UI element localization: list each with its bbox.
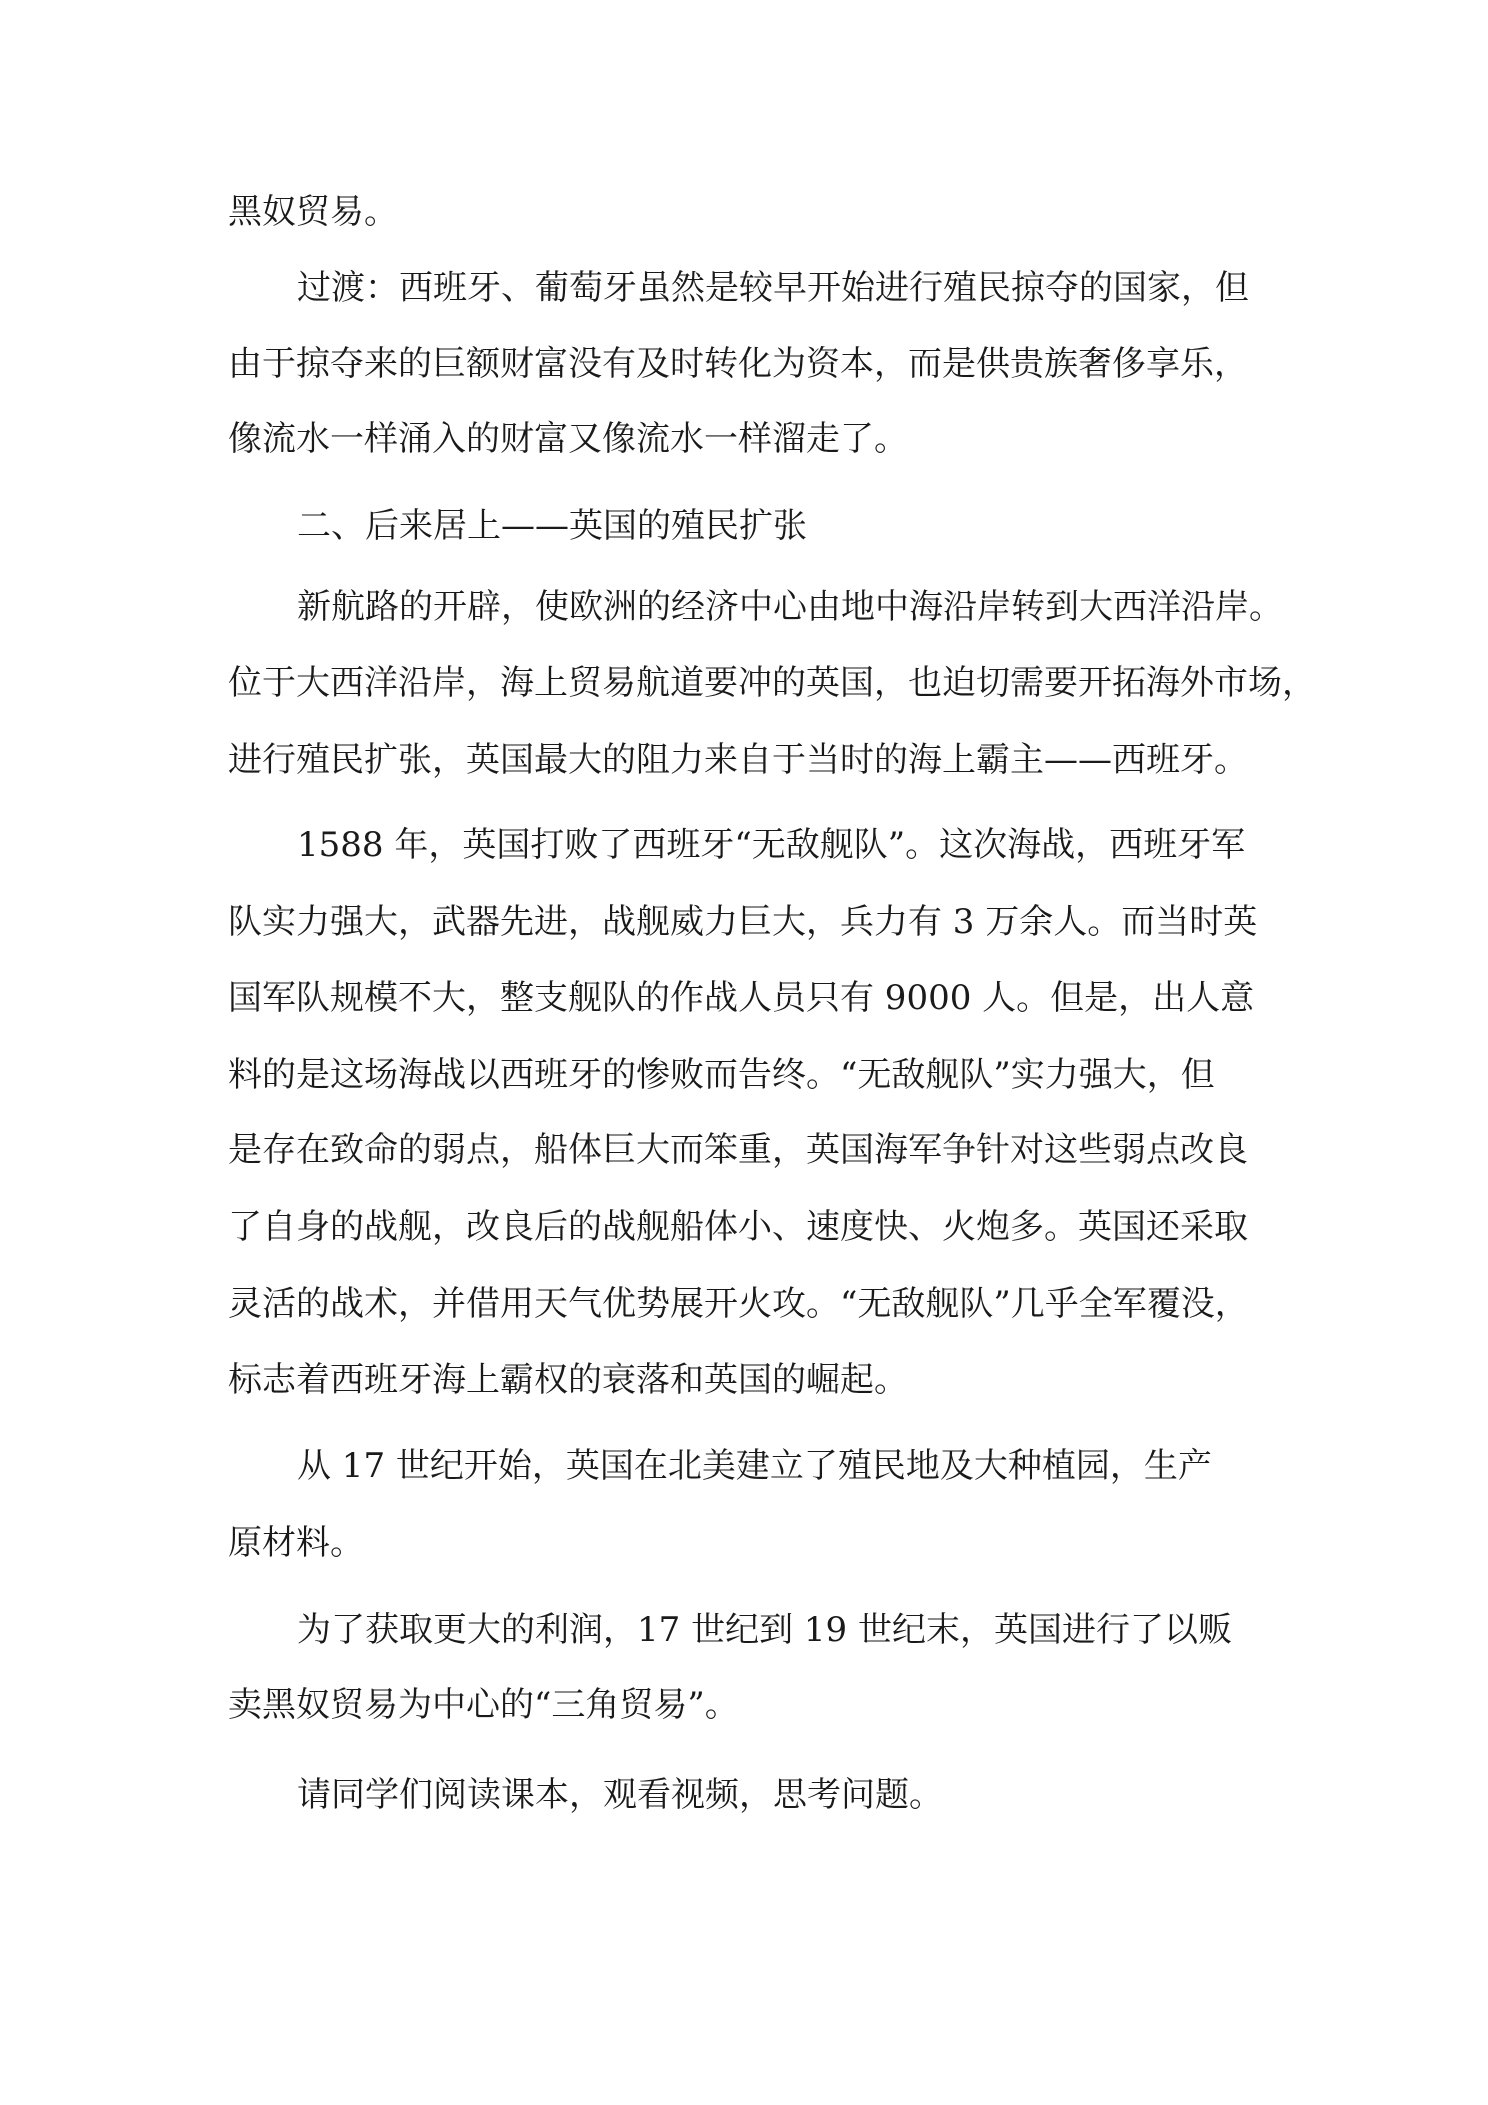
text-line: 从 17 世纪开始，英国在北美建立了殖民地及大种植园，生产 <box>297 1446 1212 1486</box>
text-line: 队实力强大，武器先进，战舰威力巨大，兵力有 3 万余人。而当时英 <box>228 902 1258 942</box>
text-line: 请同学们阅读课本，观看视频，思考问题。 <box>297 1775 943 1815</box>
section-heading: 二、后来居上——英国的殖民扩张 <box>297 506 807 546</box>
text-line: 是存在致命的弱点，船体巨大而笨重，英国海军争针对这些弱点改良 <box>228 1130 1248 1170</box>
text-line: 原材料。 <box>228 1523 364 1563</box>
text-line: 灵活的战术，并借用天气优势展开火攻。“无敌舰队”几乎全军覆没， <box>228 1284 1249 1324</box>
text-line: 国军队规模不大，整支舰队的作战人员只有 9000 人。但是，出人意 <box>228 978 1255 1018</box>
text-line: 黑奴贸易。 <box>228 192 398 232</box>
text-line: 标志着西班牙海上霸权的衰落和英国的崛起。 <box>228 1360 908 1400</box>
text-line: 了自身的战舰，改良后的战舰船体小、速度快、火炮多。英国还采取 <box>228 1207 1248 1247</box>
text-line: 像流水一样涌入的财富又像流水一样溜走了。 <box>228 419 908 459</box>
text-line: 进行殖民扩张，英国最大的阻力来自于当时的海上霸主——西班牙。 <box>228 740 1248 780</box>
text-line: 由于掠夺来的巨额财富没有及时转化为资本，而是供贵族奢侈享乐， <box>228 344 1248 384</box>
text-line: 位于大西洋沿岸，海上贸易航道要冲的英国，也迫切需要开拓海外市场， <box>228 663 1316 703</box>
text-line: 1588 年，英国打败了西班牙“无敌舰队”。这次海战，西班牙军 <box>297 825 1246 865</box>
text-line: 新航路的开辟，使欧洲的经济中心由地中海沿岸转到大西洋沿岸。 <box>297 587 1283 627</box>
text-line: 卖黑奴贸易为中心的“三角贸易”。 <box>228 1685 739 1725</box>
text-line: 为了获取更大的利润，17 世纪到 19 世纪末，英国进行了以贩 <box>297 1610 1232 1650</box>
text-line: 料的是这场海战以西班牙的惨败而告终。“无敌舰队”实力强大，但 <box>228 1055 1215 1095</box>
text-line: 过渡：西班牙、葡萄牙虽然是较早开始进行殖民掠夺的国家，但 <box>297 268 1249 308</box>
